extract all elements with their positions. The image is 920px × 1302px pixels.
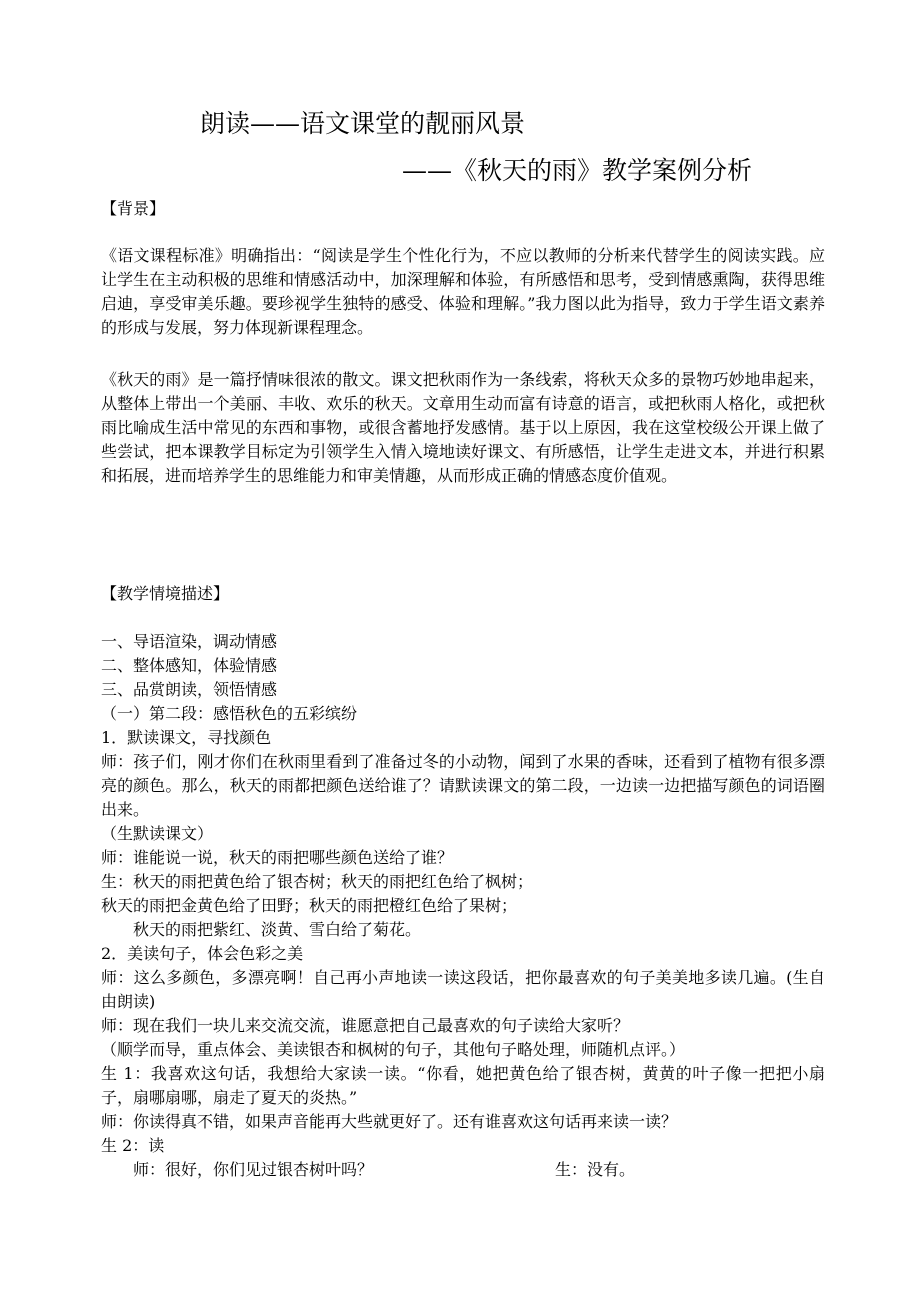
background-heading: 【背景】 (101, 199, 166, 218)
paragraph-text: 《语文课程标准》明确指出：“阅读是学生个性化行为，不应以教师的分析来代替学生的阅读实践。应让学生在主动积极的思维和情感活动中，加深理解和体验，有所感悟和思考，受到情感熏陶，获得思维启迪，享受审美乐趣。要珍视学生独特的感受、体验和理解。”我力图以此为指导，致力于学生语文素养的形成与发展，努力体现新课程理念。 (101, 246, 825, 337)
section-heading: （一）第二段：感悟秋色的五彩缤纷 (101, 704, 358, 723)
student-1-reading: 生 1：我喜欢这句话，我想给大家读一读。“你看，她把黄色给了银杏树，黄黄的叶子像一把把小扇子，扇哪扇哪，扇走了夏天的炎热。” (101, 1064, 825, 1107)
teacher-prompt-share: 师：现在我们一块儿来交流交流，谁愿意把自己最喜欢的句子读给大家听？ (101, 1016, 630, 1035)
teacher-prompt: 师：孩子们，刚才你们在秋雨里看到了准备过冬的小动物，闻到了水果的香味，还看到了植物有很多漂亮的颜色。那么，秋天的雨都把颜色送给谁了？请默读课文的第二段，一边读一边把描写颜色的词语圈出来。 (101, 752, 825, 819)
paragraph-text: 《秋天的雨》是一篇抒情味很浓的散文。课文把秋雨作为一条线索，将秋天众多的景物巧妙地串起来，从整体上带出一个美丽、丰收、欢乐的秋天。文章用生动而富有诗意的语言，或把秋雨人格化，或把秋雨比喻成生活中常见的东西和事物，或很含蓄地抒发感情。基于以上原因，我在这堂校级公开课上做了些尝试，把本课教学目标定为引领学生入情入境地读好课文、有所感悟，让学生走进文本，并进行积累和拓展，进而培养学生的思维能力和审美情趣，从而形成正确的情感态度价值观。 (101, 370, 825, 485)
document-subtitle: ——《秋天的雨》教学案例分析 (402, 156, 753, 185)
sub-step-2: 2．美读句子，体会色彩之美 (101, 944, 304, 963)
step-2: 二、整体感知，体验情感 (101, 656, 278, 675)
student-2-reading: 生 2：读 (101, 1136, 165, 1155)
teaching-heading: 【教学情境描述】 (101, 584, 230, 603)
student-answer-ginkgo: 生：没有。 (555, 1160, 636, 1179)
background-paragraph-2 (101, 368, 825, 488)
step-3: 三、品赏朗读，领悟情感 (101, 680, 278, 699)
student-action: （生默读课文） (101, 824, 214, 843)
qa-row (101, 1158, 825, 1182)
teacher-question-ginkgo: 师：很好，你们见过银杏树叶吗？ (133, 1160, 374, 1179)
teaching-body (101, 630, 825, 1182)
teacher-prompt: 师：这么多颜色，多漂亮啊！自己再小声地读一读这段话，把你最喜欢的句子美美地多读几遍。(生自由朗读) (101, 968, 825, 1011)
teaching-note: （顺学而导，重点体会、美读银杏和枫树的句子，其他句子略处理，师随机点评。） (101, 1040, 686, 1059)
step-1: 一、导语渲染，调动情感 (101, 632, 278, 651)
student-answer: 生：秋天的雨把黄色给了银杏树；秋天的雨把红色给了枫树； (101, 872, 534, 891)
student-answer-cont: 秋天的雨把紫红、淡黄、雪白给了菊花。 (133, 920, 422, 939)
document-title: 朗读——语文课堂的靓丽风景 (200, 109, 526, 138)
sub-step-1: 1．默读课文，寻找颜色 (101, 728, 272, 747)
student-answer-cont: 秋天的雨把金黄色给了田野；秋天的雨把橙红色给了果树； (101, 896, 518, 915)
teacher-feedback: 师：你读得真不错，如果声音能再大些就更好了。还有谁喜欢这句话再来读一读？ (101, 1112, 678, 1131)
background-paragraph-1 (101, 244, 825, 340)
teacher-question: 师：谁能说一说，秋天的雨把哪些颜色送给了谁？ (101, 848, 454, 867)
